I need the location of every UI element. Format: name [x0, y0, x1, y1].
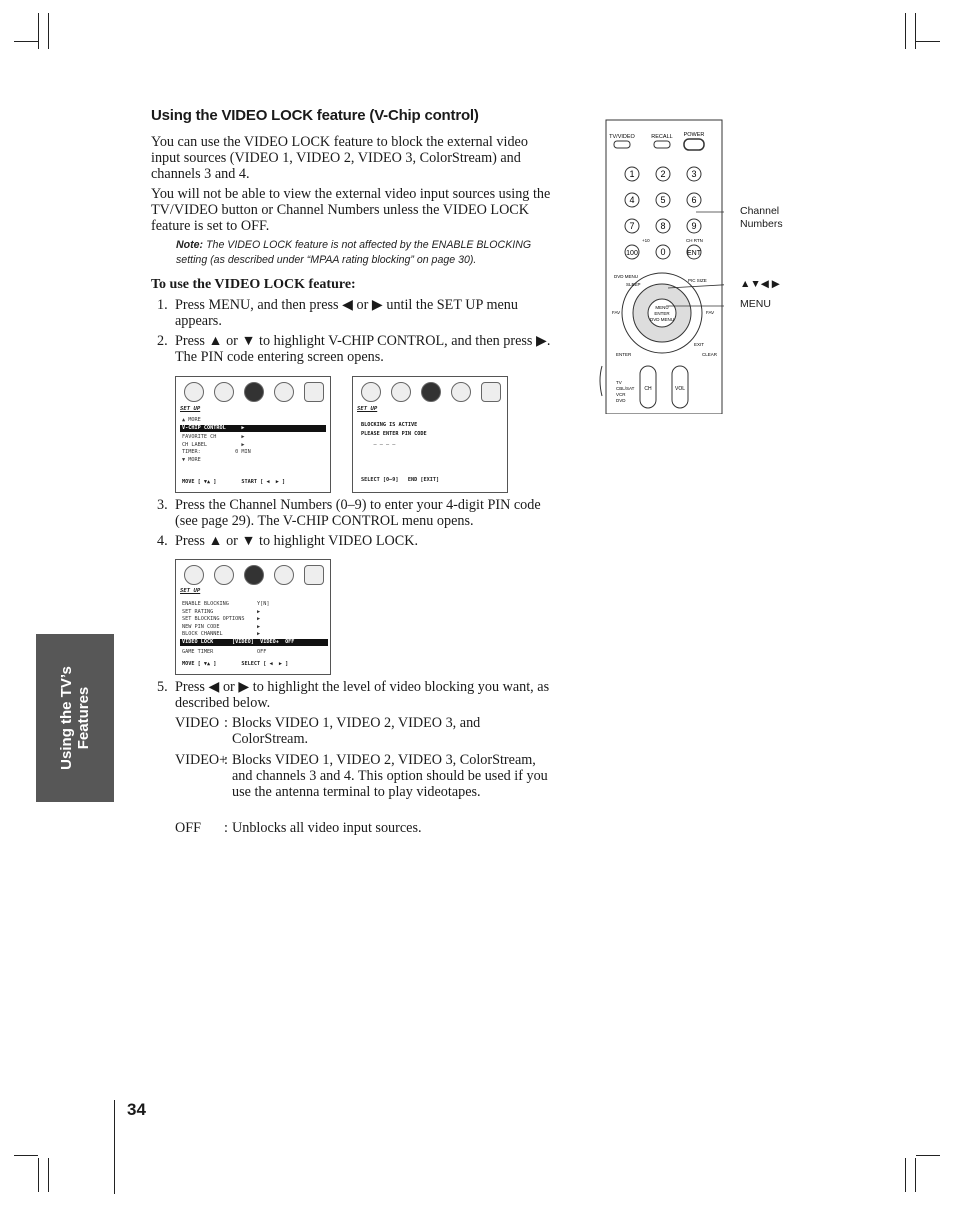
option-icon	[274, 565, 294, 585]
menu-line: ▼ MORE	[182, 457, 201, 463]
menu-line: SET BLOCKING OPTIONS ▶	[182, 616, 261, 622]
mode-label-cbl-sat: CBL/SAT	[616, 386, 635, 391]
center-menu-label: MENU	[655, 305, 669, 310]
menu-line: FAVORITE CH ▶	[182, 434, 245, 440]
procedure-title: To use the VIDEO LOCK feature:	[151, 277, 356, 292]
audio-icon	[214, 565, 234, 585]
digit-9-button: 9	[691, 221, 697, 231]
digit-100-button: 100	[626, 250, 638, 257]
mode-label-dvd: DVD	[616, 398, 626, 403]
remote-control-illustration	[598, 116, 724, 414]
option-icon	[274, 382, 294, 402]
step-number: 5.	[157, 679, 168, 695]
step-text: Press the Channel Numbers (0–9) to enter your 4-digit PIN code (see page 29). The V-CHIP CONTROL menu opens.	[175, 497, 541, 529]
setup-icon	[421, 382, 441, 402]
definition-term: VIDEO	[175, 715, 220, 731]
menu-line: BLOCKING IS ACTIVE	[361, 422, 418, 428]
option-icon	[451, 382, 471, 402]
digit-4-button: 4	[629, 195, 635, 205]
menu-icon-bar	[176, 560, 330, 588]
menu-line: TIMER: 0 MIN	[182, 449, 251, 455]
crop-mark	[48, 13, 49, 49]
section-heading: Using the VIDEO LOCK feature (V-Chip control)	[151, 107, 479, 124]
ring-label-sleep: SLEEP	[626, 282, 641, 287]
screen-header: SET UP	[180, 406, 201, 412]
center-dvd-menu-label: DVD MENU	[649, 317, 675, 322]
callout-arrow-buttons: ▲▼◀ ▶	[740, 278, 780, 290]
setup-icon	[244, 382, 264, 402]
menu-line: BLOCK CHANNEL ▶	[182, 631, 261, 637]
remote-top-label: TV/VIDEO	[609, 134, 635, 140]
crop-mark	[14, 1155, 38, 1156]
crop-mark	[14, 41, 38, 42]
margin-rule	[114, 1100, 115, 1194]
step-number: 4.	[157, 533, 168, 549]
menu-line-highlighted: VIDEO LOCK [VIDEO] VIDEO+ OFF	[180, 639, 328, 646]
cc-icon	[304, 382, 324, 402]
digit-5-button: 5	[660, 195, 666, 205]
pin-placeholder: — — — —	[361, 442, 396, 448]
mode-label-tv: TV	[616, 380, 622, 385]
screen-footer: SELECT [0–9] END [EXIT]	[361, 477, 440, 483]
ring-label-pic-size: PIC SIZE	[688, 278, 707, 283]
digit-0-button: 0	[660, 247, 666, 257]
menu-line: ▲ MORE	[182, 417, 201, 423]
menu-line: PLEASE ENTER PIN CODE	[361, 431, 427, 437]
step-text: Press ◀ or ▶ to highlight the level of video blocking you want, as described below.	[175, 679, 550, 711]
crop-mark	[38, 1158, 39, 1192]
setup-icon	[244, 565, 264, 585]
crop-mark	[916, 1155, 940, 1156]
menu-line: NEW PIN CODE ▶	[182, 624, 261, 630]
picture-icon	[361, 382, 381, 402]
callout-menu: MENU	[740, 298, 771, 310]
side-tab-label: Using the TV’s Features	[58, 666, 92, 770]
intro-paragraph-2: You will not be able to view the external video input sources using the TV/VIDEO button or Channel Numbers unless the VIDEO LOCK feature is set to OFF.	[151, 186, 551, 234]
step-number: 3.	[157, 497, 168, 513]
definition-desc: : Blocks VIDEO 1, VIDEO 2, VIDEO 3, ColorStream, and channels 3 and 4. This option should be used if you use the antenna terminal to play videotapes.	[232, 752, 552, 800]
setup-menu-screen	[175, 376, 331, 493]
remote-top-label: RECALL	[651, 134, 673, 140]
audio-icon	[214, 382, 234, 402]
step-text: Press ▲ or ▼ to highlight V-CHIP CONTROL, and then press ▶. The PIN code entering screen opens.	[175, 333, 551, 365]
ent-button: ENT	[687, 250, 701, 257]
step-number: 1.	[157, 297, 168, 313]
vchip-control-screen	[175, 559, 331, 675]
menu-line: ENABLE BLOCKING Y[N]	[182, 601, 270, 607]
screen-footer: MOVE [ ▼▲ ] START [ ◀ ▶ ]	[182, 479, 286, 485]
screen-footer: MOVE [ ▼▲ ] SELECT [ ◀ ▶ ]	[182, 661, 289, 667]
picture-icon	[184, 382, 204, 402]
menu-line: SET RATING ▶	[182, 609, 261, 615]
note-text: The VIDEO LOCK feature is not affected by the ENABLE BLOCKING setting (as described under “MPAA rating blocking” on page 30).	[176, 239, 532, 266]
menu-icon-bar	[176, 377, 330, 405]
picture-icon	[184, 565, 204, 585]
screen-header: SET UP	[180, 588, 201, 594]
ring-label-fav: FAV	[612, 310, 621, 315]
definition-desc: : Blocks VIDEO 1, VIDEO 2, VIDEO 3, and ColorStream.	[232, 715, 552, 747]
step-text: Press MENU, and then press ◀ or ▶ until the SET UP menu appears.	[175, 297, 518, 329]
ch-rtn-label: CH RTN	[686, 238, 703, 243]
ring-label-exit: EXIT	[694, 342, 705, 347]
side-tab	[36, 634, 114, 802]
note	[176, 238, 556, 268]
crop-mark	[915, 13, 916, 49]
digit-2-button: 2	[660, 169, 666, 179]
intro-paragraph-1: You can use the VIDEO LOCK feature to block the external video input sources (VIDEO 1, VIDEO 2, VIDEO 3, ColorStream) and channels 3 and 4.	[151, 134, 528, 182]
crop-mark	[905, 13, 906, 49]
mode-label-vcr: VCR	[616, 392, 626, 397]
callout-channel-numbers: Channel Numbers	[740, 205, 783, 230]
digit-8-button: 8	[660, 221, 666, 231]
vol-rocker-label: VOL	[674, 386, 686, 392]
menu-icon-bar	[353, 377, 507, 405]
ring-label-fav: FAV	[706, 310, 715, 315]
ring-label-dvd-menu: DVD MENU	[614, 274, 639, 279]
ring-label-enter: ENTER	[616, 352, 632, 357]
screen-header: SET UP	[357, 406, 378, 412]
page-number: 34	[127, 1100, 146, 1119]
step-number: 2.	[157, 333, 168, 349]
digit-6-button: 6	[691, 195, 697, 205]
digit-3-button: 3	[691, 169, 697, 179]
digit-7-button: 7	[629, 221, 635, 231]
center-enter-label: ENTER	[654, 311, 670, 316]
cc-icon	[481, 382, 501, 402]
definition-term: OFF	[175, 820, 202, 836]
definition-desc: : Unblocks all video input sources.	[232, 820, 552, 836]
menu-line: CH LABEL ▶	[182, 442, 245, 448]
crop-mark	[915, 1158, 916, 1192]
audio-icon	[391, 382, 411, 402]
crop-mark	[916, 41, 940, 42]
step-text: Press ▲ or ▼ to highlight VIDEO LOCK.	[175, 533, 418, 549]
pin-entry-screen	[352, 376, 508, 493]
menu-line: GAME TIMER OFF	[182, 649, 267, 655]
menu-line-highlighted: V-CHIP CONTROL ▶	[180, 425, 326, 432]
note-label: Note:	[176, 239, 204, 251]
cc-icon	[304, 565, 324, 585]
remote-top-label: POWER	[683, 132, 705, 138]
crop-mark	[38, 13, 39, 49]
crop-mark	[48, 1158, 49, 1192]
plus10-label: +10	[642, 238, 650, 243]
digit-1-button: 1	[629, 169, 635, 179]
definition-term: VIDEO+	[175, 752, 228, 768]
crop-mark	[905, 1158, 906, 1192]
ring-label-clear: CLEAR	[702, 352, 718, 357]
ch-rocker-label: CH	[644, 386, 652, 392]
